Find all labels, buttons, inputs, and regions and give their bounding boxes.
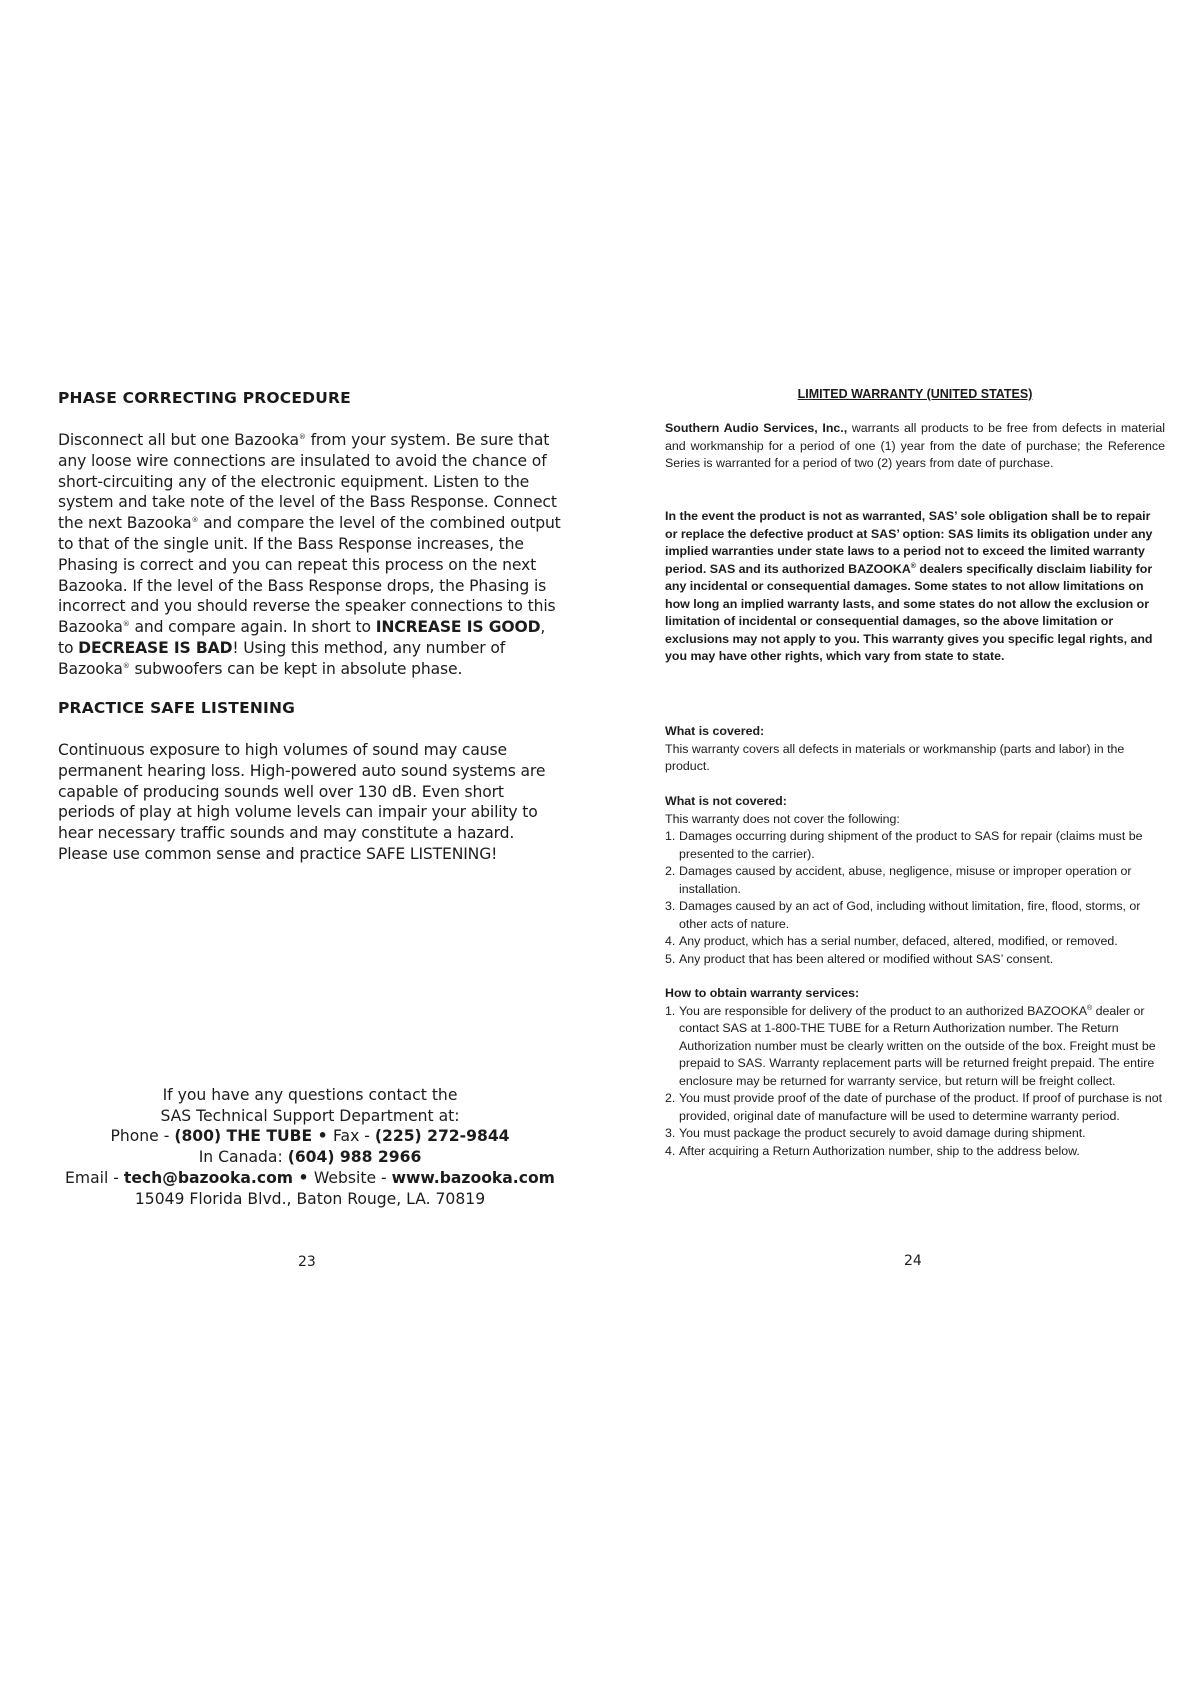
what-is-covered-label: What is covered: [665,724,765,738]
phase-correcting-heading: PHASE CORRECTING PROCEDURE [58,389,351,407]
phase-correcting-body: Disconnect all but one Bazooka® from your system. Be sure that any loose wire connections are insulated to avoid the chance of short-circuiting any of the electronic equipment. Listen to the system and take note of the level of the Bass Response. Connect the next Bazooka® and compare the level of the combined output to that of the single unit. If the Bass Response increases, the Phasing is correct and you can repeat this process on the next Bazooka. If the level of the Bass Response drops, the Phasing is incorrect and you should reverse the speaker connections to this Bazooka® and compare again. In short to INCREASE IS GOOD, to DECREASE IS BAD! Using this method, any number of Bazooka® subwoofers can be kept in absolute phase. [58,431,561,678]
list-item: 3. Damages caused by an act of God, including without limitation, fire, flood, storms, or other acts of nature. [665,899,1141,931]
warranty-intro: Southern Audio Services, Inc., warrants all products to be free from defects in material and workmanship for a period of one (1) year from the date of purchase; the Reference Series is warranted for a period of two (2) years from date of purchase. [665,421,1165,470]
contact-line-2: SAS Technical Support Department at: [160,1106,460,1125]
list-item: 1. Damages occurring during shipment of the product to SAS for repair (claims must be presented to the carrier). [665,829,1143,861]
what-is-covered-body: This warranty covers all defects in materials or workmanship (parts and labor) in the product. [665,741,1125,773]
website-address: www.bazooka.com [391,1168,555,1187]
list-item: 5. Any product that has been altered or modified without SAS’ consent. [665,951,1054,966]
list-item: 3. You must package the product securely to avoid damage during shipment. [665,1126,1086,1140]
canada-number: (604) 988 2966 [287,1148,422,1167]
phone-number: (800) THE TUBE [174,1127,313,1146]
contact-line-1: If you have any questions contact the [162,1086,458,1104]
email-address: tech@bazooka.com [123,1168,294,1187]
page-number-right: 24 [904,1253,922,1269]
safe-listening-body: Continuous exposure to high volumes of sound may cause permanent hearing loss. High-powered auto sound systems are capable of producing sounds well over 130 dB. Even short periods of play at high volume levels can impair your ability to hear necessary traffic sounds and may constitute a hazard. Please use common sense and practice SAFE LISTENING! [58,741,546,863]
contact-canada-line: In Canada: (604) 988 2966 [198,1148,422,1167]
list-item: 2. Damages caused by accident, abuse, negligence, misuse or improper operation or installation. [665,864,1132,896]
what-is-not-covered-intro: This warranty does not cover the following: [665,811,900,826]
list-item: 1. You are responsible for delivery of the product to an authorized BAZOOKA® dealer or contact SAS at 1-800-THE TUBE for a Return Authorization number. The Return Authorization number must be clearly written on the outside of the box. Freight must be prepaid to SAS. Warranty replacement parts will be returned freight prepaid. The entire enclosure may be returned for warranty service, but return will be freight collect. [665,1003,1156,1088]
list-item: 4. Any product, which has a serial number, defaced, altered, modified, or removed. [665,934,1118,948]
contact-phone-line: Phone - (800) THE TUBE • Fax - (225) 272-9844 [110,1127,510,1146]
contact-address-line: 15049 Florida Blvd., Baton Rouge, LA. 70819 [134,1189,486,1208]
right-page [595,0,1191,1684]
list-item: 4. After acquiring a Return Authorization number, ship to the address below. [665,1143,1080,1158]
how-to-list [665,1003,1165,1161]
what-is-not-covered [665,793,1165,968]
left-page [0,0,595,1684]
not-covered-list [665,828,1165,968]
contact-email-line: Email - tech@bazooka.com • Website - www.bazooka.com [65,1168,555,1187]
fax-number: (225) 272-9844 [374,1127,510,1146]
safe-listening-heading: PRACTICE SAFE LISTENING [58,699,296,717]
company-name: Southern Audio Services, Inc., [665,421,848,435]
contact-info [40,1085,580,1209]
what-is-covered [665,723,1165,776]
how-to-obtain-label: How to obtain warranty services: [665,986,860,1000]
warranty-title: LIMITED WARRANTY (UNITED STATES) [797,387,1033,401]
page-number-left: 23 [298,1254,316,1270]
list-item: 2. You must provide proof of the date of purchase of the product. If proof of purchase is not provided, original date of manufacture will be used to determine warranty period. [665,1091,1163,1123]
warranty-obligation: In the event the product is not as warranted, SAS’ sole obligation shall be to repair or replace the defective product at SAS’ option: SAS limits its obligation under any implied warranties under state laws to a period not to exceed the limited warranty period. SAS and its authorized BAZOOKA® dealers specifically disclaim liability for any incidental or consequential damages. Some states to not allow limitations on how long an implied warranty lasts, and some states do not allow the exclusion or limitation of incidental or consequential damages, so the above limitation or exclusions may not apply to you. This warranty gives you specific legal rights, and you may have other rights, which vary from state to state. [665,509,1153,663]
decrease-is-bad: DECREASE IS BAD [78,638,233,657]
increase-is-good: INCREASE IS GOOD [375,618,541,637]
what-is-not-covered-label: What is not covered: [665,794,787,808]
how-to-obtain-service [665,985,1165,1160]
